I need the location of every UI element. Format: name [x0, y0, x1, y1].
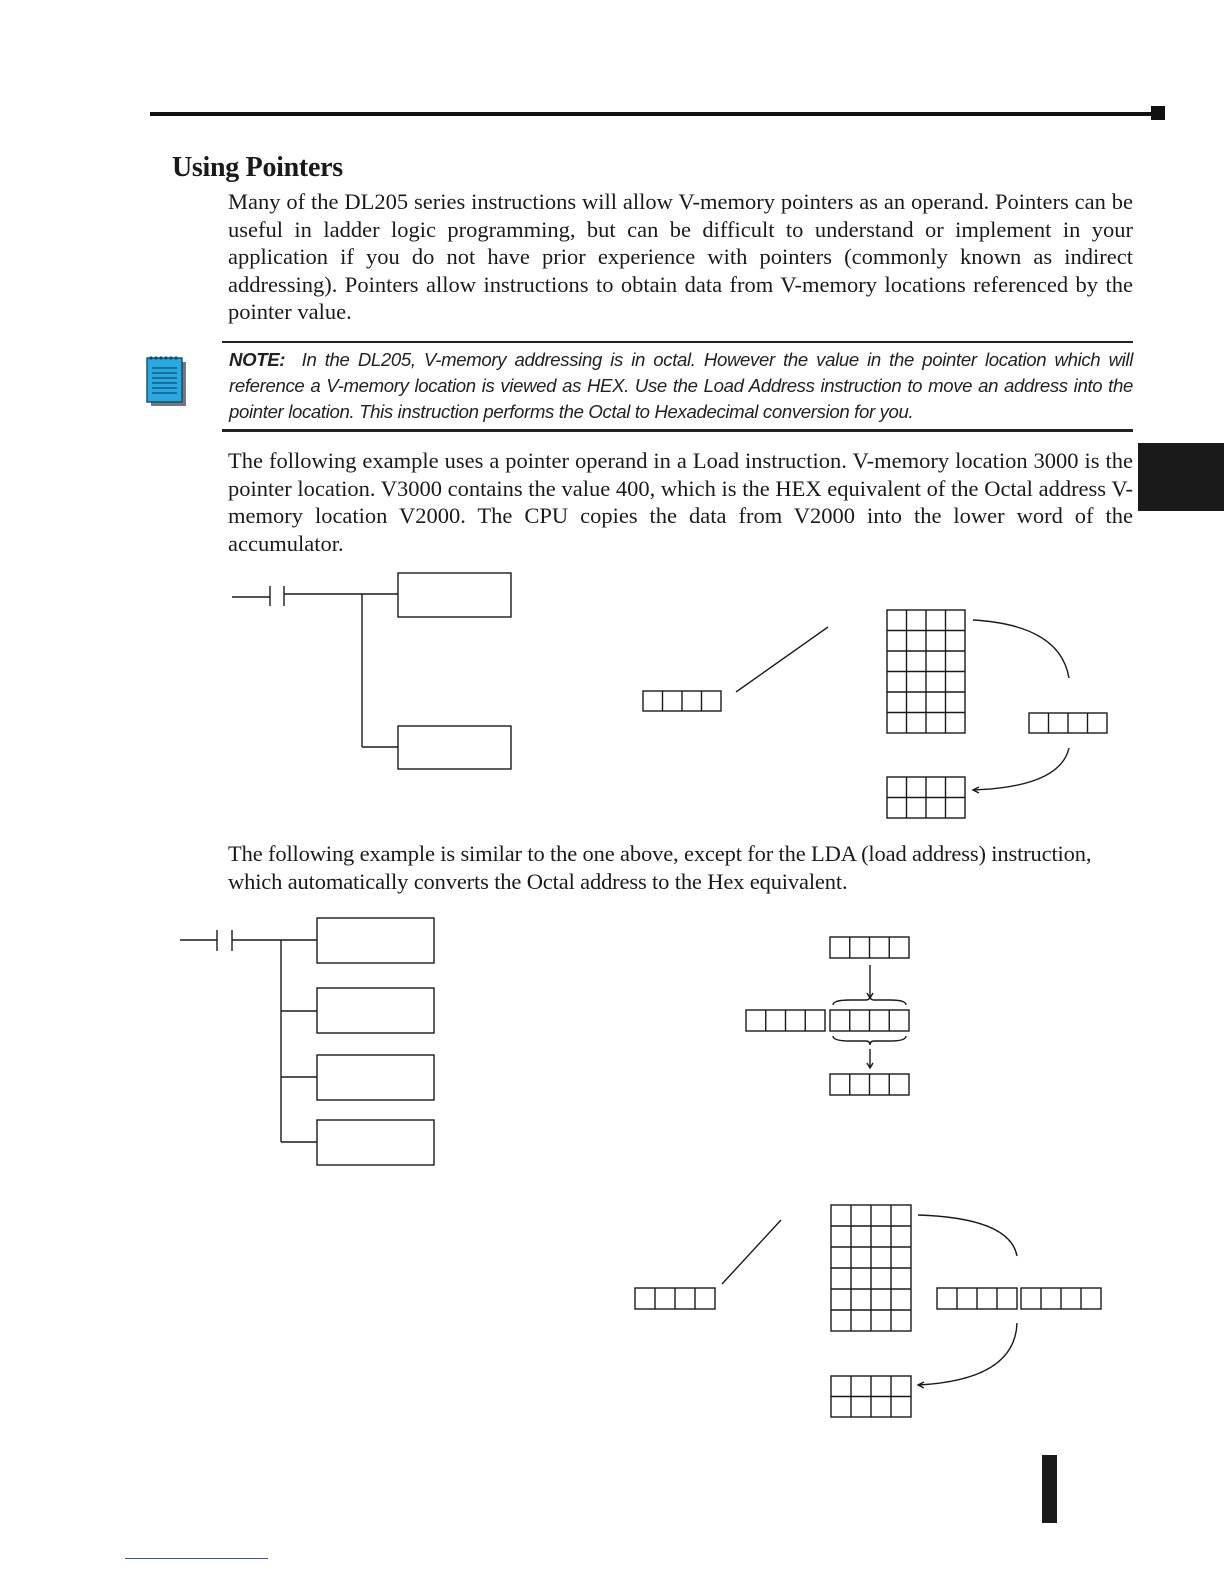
conversion-arrowhead-1 — [867, 993, 873, 998]
accumulator-register — [1029, 713, 1107, 733]
rung2-contact — [180, 930, 317, 951]
out-pointer-instruction-box — [317, 988, 434, 1033]
page-marker-bar — [1042, 1455, 1057, 1523]
rung1-contact — [232, 586, 398, 606]
note-label: NOTE: — [229, 349, 286, 370]
out-instruction-box — [398, 726, 511, 769]
vmemory-table — [887, 610, 965, 733]
accumulator-register-2 — [937, 1288, 1101, 1309]
section-title: Using Pointers — [172, 152, 343, 183]
destination-register-2 — [831, 1376, 911, 1417]
octal-address-register — [830, 937, 909, 958]
pointer-reference-line — [736, 627, 828, 692]
data-flow-curve-top-2 — [918, 1215, 1017, 1256]
lda-instruction-box — [317, 918, 434, 963]
data-flow-curve-top — [973, 620, 1069, 678]
conversion-arrowhead-2 — [867, 1063, 873, 1068]
data-flow-curve-bottom-2 — [918, 1323, 1017, 1385]
intro-paragraph: Many of the DL205 series instructions will allow V-memory pointers as an operand. Pointers can be useful in ladder logic programming, but can be difficult to understand or implement in your application if you do not have prior experience with pointers (commonly known as indirect addressing). Pointers allow instructions to obtain data from V-memory locations referenced by the pointer value. — [228, 189, 1133, 324]
pointer-register — [643, 691, 721, 711]
load-instruction-box — [398, 573, 511, 617]
lower-brace — [833, 1036, 906, 1045]
footer-link-underline[interactable] — [125, 1558, 268, 1559]
hex-pointer-register — [830, 1074, 909, 1095]
load-pointer-instruction-box — [317, 1055, 434, 1100]
pointer-reference-line-2 — [722, 1220, 781, 1284]
upper-brace — [833, 996, 906, 1005]
pointer-register-2 — [635, 1288, 715, 1309]
example1-paragraph: The following example uses a pointer operand in a Load instruction. V-memory location 3000 is the pointer location. V3000 contains the value 400, which is the HEX equivalent of the Octal address V-memory location V2000. The CPU copies the data from V2000 into the lower word of the accumulator. — [228, 448, 1133, 556]
note-body: In the DL205, V-memory addressing is in octal. However the value in the pointer location which will reference a V-memory location is viewed as HEX. Use the Load Address instruction to move an address into the pointer location. This instruction performs the Octal to Hexadecimal conversion for you. — [229, 349, 1133, 422]
data-flow-curve-bottom — [973, 748, 1069, 790]
example2-paragraph: The following example is similar to the one above, except for the LDA (load address) instruction, which automatically converts the Octal address to the Hex equivalent. — [228, 841, 1092, 894]
lda-accumulator-register — [746, 1010, 909, 1031]
out-result-instruction-box — [317, 1120, 434, 1165]
vmemory-table-2 — [831, 1205, 911, 1331]
data-flow-arrowhead-2 — [918, 1382, 924, 1388]
destination-register — [887, 777, 965, 818]
